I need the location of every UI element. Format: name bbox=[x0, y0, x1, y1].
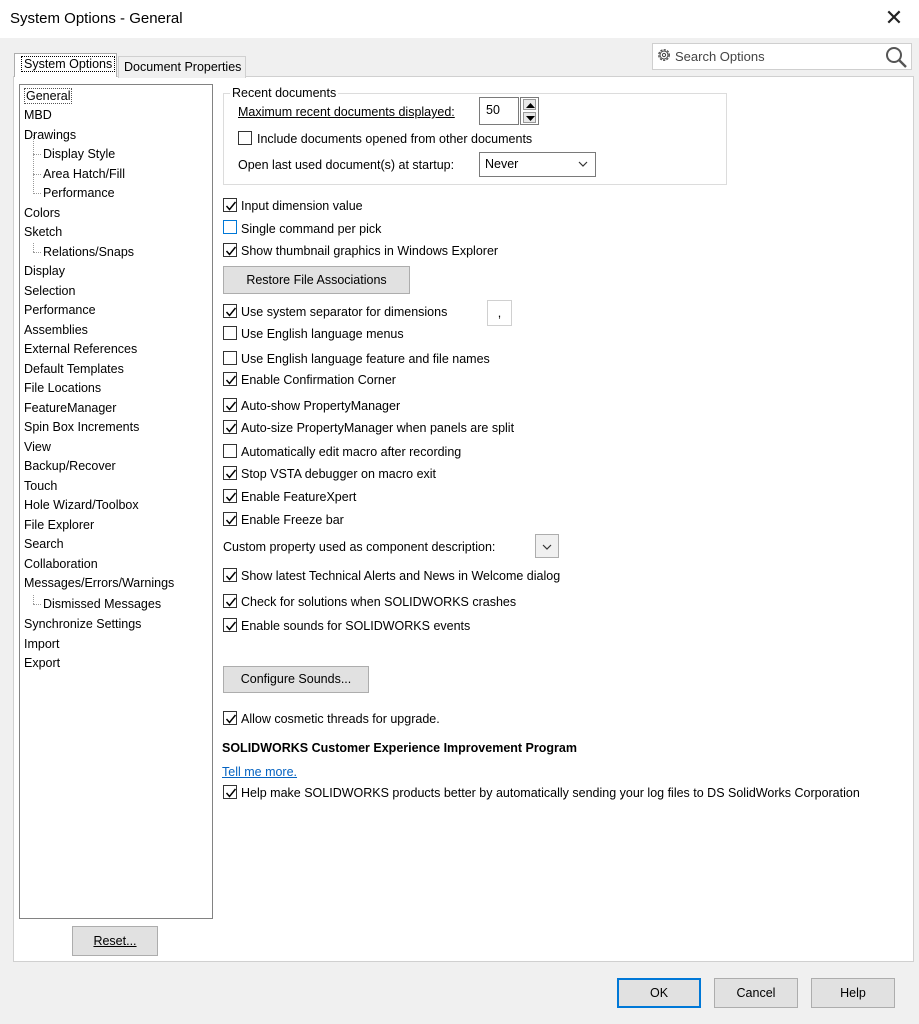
tree-item-label: Colors bbox=[24, 206, 61, 220]
tree-item-view[interactable] bbox=[24, 439, 51, 456]
tree-item-display-style[interactable] bbox=[43, 146, 115, 163]
tree-connector bbox=[33, 604, 41, 605]
tree-item-selection[interactable] bbox=[24, 283, 75, 300]
tree-item-spin-box-increments[interactable] bbox=[24, 419, 139, 436]
show-thumbnail-checkbox[interactable] bbox=[223, 243, 237, 257]
magnifier-icon[interactable] bbox=[883, 45, 909, 69]
tree-item-label: Dismissed Messages bbox=[43, 597, 162, 611]
tree-item-relations-snaps[interactable] bbox=[43, 244, 134, 261]
tree-item-label: Messages/Errors/Warnings bbox=[24, 576, 175, 590]
tree-item-drawings-performance[interactable] bbox=[43, 185, 115, 202]
checkmark-icon bbox=[225, 400, 237, 412]
tree-item-collaboration[interactable] bbox=[24, 556, 98, 573]
tab-document-properties-label: Document Properties bbox=[124, 60, 242, 74]
cancel-button[interactable]: Cancel bbox=[714, 978, 798, 1008]
tree-item-sketch[interactable] bbox=[24, 224, 62, 241]
tree-item-touch[interactable] bbox=[24, 478, 57, 495]
tree-item-label: Touch bbox=[24, 479, 58, 493]
confirmation-corner-checkbox[interactable] bbox=[223, 372, 237, 386]
tree-connector bbox=[33, 252, 41, 253]
tree-item-label: Drawings bbox=[24, 128, 77, 142]
tree-item-label: Relations/Snaps bbox=[43, 245, 135, 259]
include-docs-label: Include documents opened from other documents bbox=[257, 132, 533, 146]
tab-system-options-label: System Options bbox=[21, 56, 115, 72]
tree-item-label: File Locations bbox=[24, 381, 102, 395]
tree-item-display[interactable] bbox=[24, 263, 65, 280]
confirmation-corner-label: Enable Confirmation Corner bbox=[241, 373, 396, 387]
tree-item-label: Selection bbox=[24, 284, 76, 298]
ceip-heading: SOLIDWORKS Customer Experience Improvement Program bbox=[222, 741, 577, 755]
checkmark-icon bbox=[225, 422, 237, 434]
checkmark-icon bbox=[225, 200, 237, 212]
help-button[interactable]: Help bbox=[811, 978, 895, 1008]
checkmark-icon bbox=[225, 245, 237, 257]
max-recent-value: 50 bbox=[486, 103, 500, 117]
tree-item-colors[interactable] bbox=[24, 205, 60, 222]
tree-item-label: General bbox=[26, 89, 71, 103]
checkmark-icon bbox=[225, 596, 237, 608]
tree-item-label: External References bbox=[24, 342, 138, 356]
reset-button[interactable] bbox=[72, 926, 158, 956]
tree-item-label: Hole Wizard/Toolbox bbox=[24, 498, 139, 512]
english-menus-checkbox[interactable] bbox=[223, 326, 237, 340]
tree-item-synchronize-settings[interactable] bbox=[24, 616, 141, 633]
spin-up-icon[interactable] bbox=[523, 99, 536, 110]
tree-item-label: Display Style bbox=[43, 147, 116, 161]
max-recent-label-text: Maximum recent documents displayed: bbox=[238, 105, 455, 119]
auto-show-pm-label: Auto-show PropertyManager bbox=[241, 399, 401, 413]
reset-button-label: Reset... bbox=[93, 934, 137, 948]
checkmark-icon bbox=[225, 468, 237, 480]
stop-vsta-checkbox[interactable] bbox=[223, 466, 237, 480]
checkmark-icon bbox=[225, 491, 237, 503]
tree-item-label: Performance bbox=[24, 303, 96, 317]
max-recent-spinner[interactable] bbox=[520, 97, 539, 125]
checkmark-icon bbox=[225, 570, 237, 582]
english-menus-label: Use English language menus bbox=[241, 327, 404, 341]
tree-item-label: File Explorer bbox=[24, 518, 95, 532]
check-solutions-label: Check for solutions when SOLIDWORKS crashes bbox=[241, 595, 517, 609]
input-dimension-checkbox[interactable] bbox=[223, 198, 237, 212]
auto-size-pm-checkbox[interactable] bbox=[223, 420, 237, 434]
english-features-checkbox[interactable] bbox=[223, 351, 237, 365]
max-recent-input[interactable] bbox=[479, 97, 519, 125]
custom-property-label: Custom property used as component description: bbox=[223, 540, 496, 554]
search-placeholder: Search Options bbox=[675, 49, 765, 64]
window-title: System Options - General bbox=[10, 10, 183, 27]
tree-item-label: Performance bbox=[43, 186, 115, 200]
check-solutions-checkbox[interactable] bbox=[223, 594, 237, 608]
tree-item-file-explorer[interactable] bbox=[24, 517, 94, 534]
open-last-select[interactable] bbox=[479, 152, 596, 177]
chevron-down-icon bbox=[541, 541, 553, 553]
tree-item-label: Spin Box Increments bbox=[24, 420, 140, 434]
single-command-checkbox[interactable] bbox=[223, 220, 237, 234]
cosmetic-threads-label: Allow cosmetic threads for upgrade. bbox=[241, 712, 440, 726]
close-icon[interactable]: ✕ bbox=[884, 5, 904, 30]
tree-connector bbox=[33, 174, 41, 175]
help-make-label: Help make SOLIDWORKS products better by automatically sending your log files to DS SolidWorks Corporation bbox=[241, 786, 860, 800]
auto-size-pm-label: Auto-size PropertyManager when panels are split bbox=[241, 421, 515, 435]
checkmark-icon bbox=[225, 787, 237, 799]
tree-item-label: Export bbox=[24, 656, 61, 670]
tree-item-backup-recover[interactable] bbox=[24, 458, 116, 475]
tree-item-general[interactable] bbox=[24, 88, 72, 105]
tree-item-import[interactable] bbox=[24, 636, 59, 653]
tree-item-label: Collaboration bbox=[24, 557, 98, 571]
tree-item-label: Search bbox=[24, 537, 64, 551]
tree-item-mbd[interactable] bbox=[24, 107, 52, 124]
checkmark-icon bbox=[225, 306, 237, 318]
tree-item-area-hatch-fill[interactable] bbox=[43, 166, 125, 183]
checkmark-icon bbox=[225, 713, 237, 725]
enable-sounds-checkbox[interactable] bbox=[223, 618, 237, 632]
tree-item-label: Display bbox=[24, 264, 65, 278]
tree-connector bbox=[33, 154, 41, 155]
tree-item-external-references[interactable] bbox=[24, 341, 137, 358]
search-options-box[interactable] bbox=[652, 43, 912, 70]
tech-alerts-label: Show latest Technical Alerts and News in Welcome dialog bbox=[241, 569, 561, 583]
tree-item-label: Area Hatch/Fill bbox=[43, 167, 125, 181]
options-tree[interactable] bbox=[19, 84, 213, 919]
tree-item-label: Assemblies bbox=[24, 323, 88, 337]
configure-sounds-button[interactable]: Configure Sounds... bbox=[223, 666, 369, 693]
featurexpert-label: Enable FeatureXpert bbox=[241, 490, 357, 504]
stop-vsta-label: Stop VSTA debugger on macro exit bbox=[241, 467, 437, 481]
tree-item-label: View bbox=[24, 440, 51, 454]
freeze-bar-label: Enable Freeze bar bbox=[241, 513, 344, 527]
recent-documents-label: Recent documents bbox=[232, 86, 337, 100]
auto-edit-macro-checkbox[interactable] bbox=[223, 444, 237, 458]
tree-item-label: Synchronize Settings bbox=[24, 617, 142, 631]
tab-system-options[interactable] bbox=[14, 53, 117, 77]
separator-field[interactable]: , bbox=[487, 300, 512, 326]
tree-item-label: Sketch bbox=[24, 225, 63, 239]
max-recent-label bbox=[238, 105, 455, 119]
tree-item-hole-wizard-toolbox[interactable] bbox=[24, 497, 139, 514]
checkmark-icon bbox=[225, 514, 237, 526]
single-command-label: Single command per pick bbox=[241, 222, 382, 236]
auto-show-pm-checkbox[interactable] bbox=[223, 398, 237, 412]
chevron-down-icon bbox=[577, 158, 589, 170]
enable-sounds-label: Enable sounds for SOLIDWORKS events bbox=[241, 619, 471, 633]
auto-edit-macro-label: Automatically edit macro after recording bbox=[241, 445, 462, 459]
cosmetic-threads-checkbox[interactable] bbox=[223, 711, 237, 725]
tree-item-label: MBD bbox=[24, 108, 52, 122]
english-features-label: Use English language feature and file names bbox=[241, 352, 490, 366]
tree-item-assemblies[interactable] bbox=[24, 322, 88, 339]
spin-down-icon[interactable] bbox=[523, 112, 536, 123]
help-make-checkbox[interactable] bbox=[223, 785, 237, 799]
open-last-label: Open last used document(s) at startup: bbox=[238, 158, 455, 172]
checkmark-icon bbox=[225, 620, 237, 632]
tree-item-search[interactable] bbox=[24, 536, 64, 553]
featurexpert-checkbox[interactable] bbox=[223, 489, 237, 503]
tree-item-performance[interactable] bbox=[24, 302, 96, 319]
tree-item-dismissed-messages[interactable] bbox=[43, 596, 161, 613]
tech-alerts-checkbox[interactable] bbox=[223, 568, 237, 582]
input-dimension-label: Input dimension value bbox=[241, 199, 363, 213]
show-thumbnail-label: Show thumbnail graphics in Windows Explorer bbox=[241, 244, 499, 258]
restore-file-associations-button[interactable]: Restore File Associations bbox=[223, 266, 410, 294]
tree-item-default-templates[interactable] bbox=[24, 361, 124, 378]
tree-connector bbox=[33, 595, 34, 604]
freeze-bar-checkbox[interactable] bbox=[223, 512, 237, 526]
tab-document-properties[interactable] bbox=[118, 56, 246, 78]
tree-item-featuremanager[interactable] bbox=[24, 400, 116, 417]
custom-property-select[interactable] bbox=[535, 534, 559, 558]
include-docs-checkbox[interactable] bbox=[238, 131, 252, 145]
tree-item-drawings[interactable] bbox=[24, 127, 76, 144]
system-separator-label: Use system separator for dimensions bbox=[241, 305, 448, 319]
tree-item-export[interactable] bbox=[24, 655, 60, 672]
tree-item-messages-errors-warnings[interactable] bbox=[24, 575, 174, 592]
tree-connector bbox=[33, 193, 41, 194]
checkmark-icon bbox=[225, 374, 237, 386]
tree-connector bbox=[33, 243, 34, 252]
tell-me-more-link[interactable]: Tell me more. bbox=[222, 765, 298, 779]
tree-item-file-locations[interactable] bbox=[24, 380, 101, 397]
system-separator-checkbox[interactable] bbox=[223, 304, 237, 318]
title-bar bbox=[0, 0, 919, 38]
tree-item-label: Import bbox=[24, 637, 60, 651]
tree-item-label: Backup/Recover bbox=[24, 459, 116, 473]
tree-item-label: Default Templates bbox=[24, 362, 124, 376]
ok-button[interactable]: OK bbox=[617, 978, 701, 1008]
open-last-value: Never bbox=[485, 157, 519, 171]
tree-item-label: FeatureManager bbox=[24, 401, 117, 415]
gear-icon bbox=[656, 47, 672, 63]
